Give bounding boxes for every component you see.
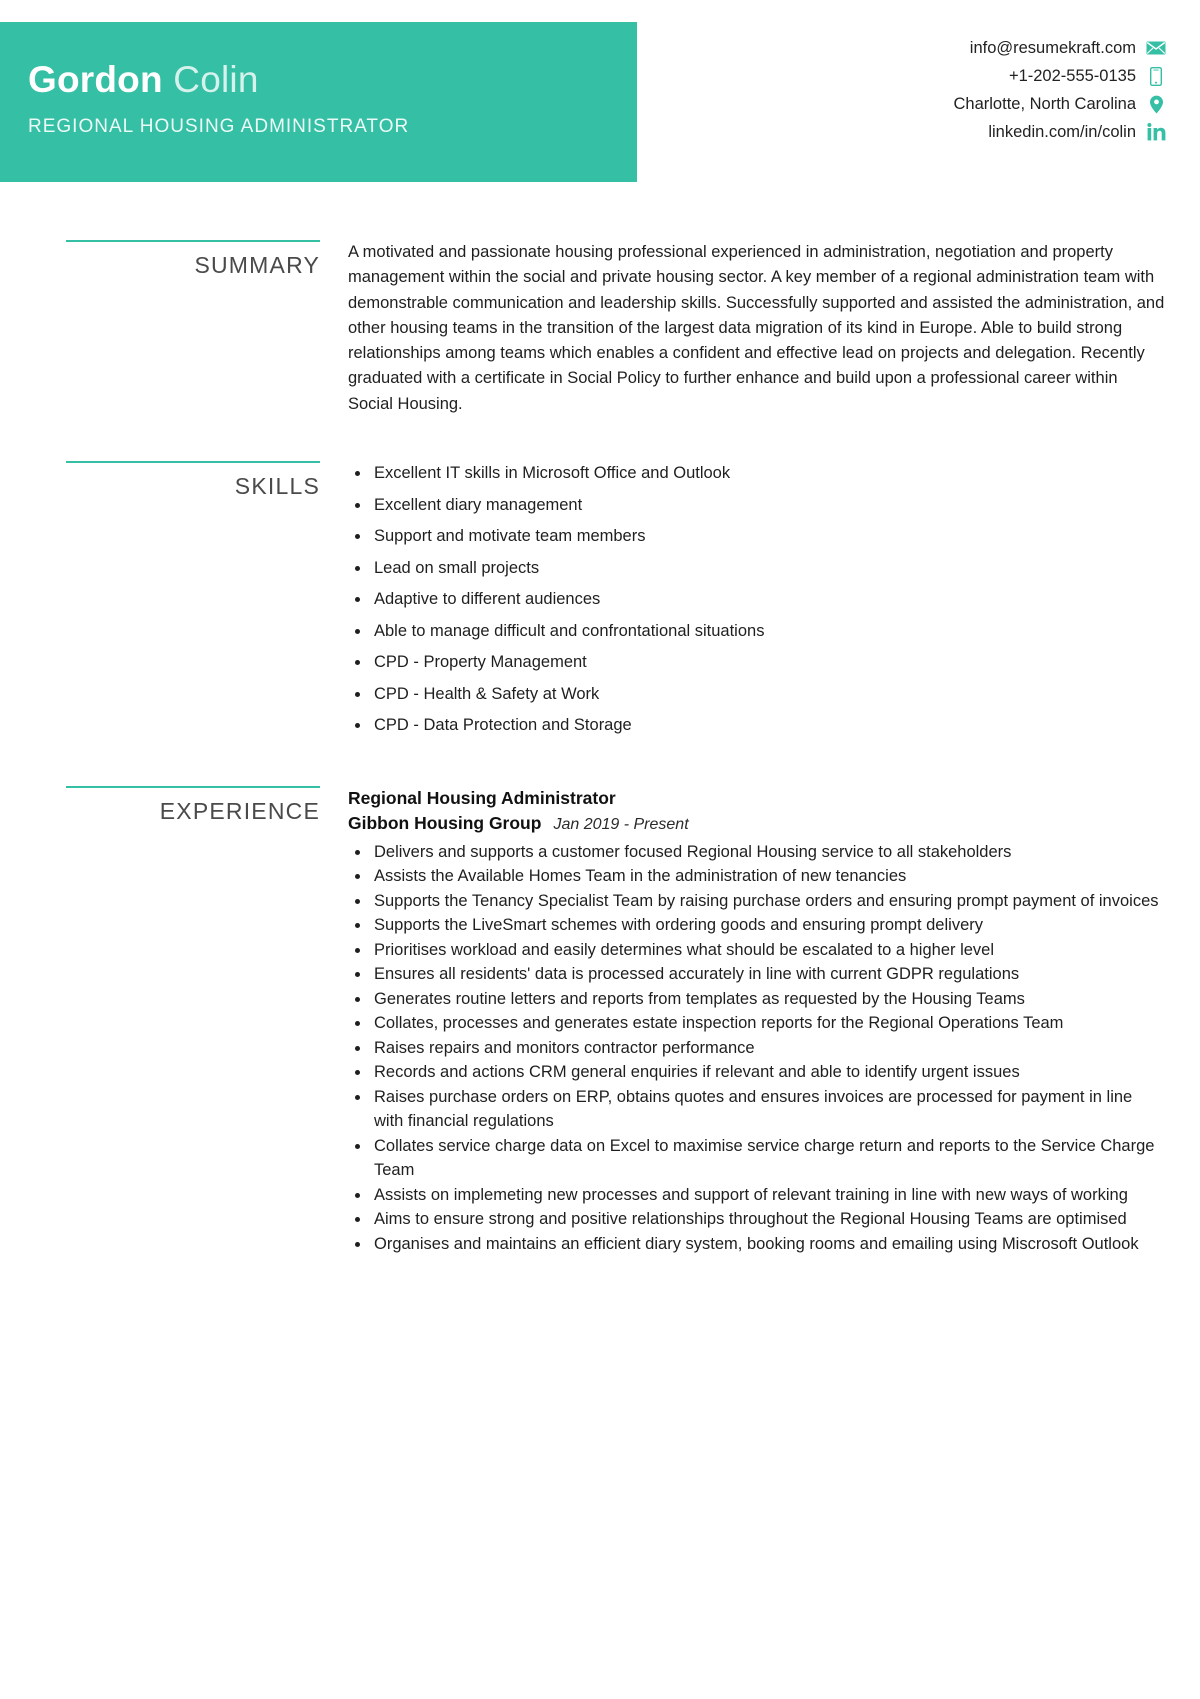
skills-list — [348, 461, 1166, 738]
summary-paragraph: A motivated and passionate housing professional experienced in administration, negotiation and property management within the social and private housing sector. A key member of a regional administration team with demonstrable communication and leadership skills. Successfully supported and assisted the administration, and other housing teams in the transition of the largest data migration of its kind in Europe. Able to build strong relationships among teams which enables a confident and effective lead on projects and delegation. Recently graduated with a certificate in Social Policy to further enhance and build upon a professional career within Social Housing. — [348, 243, 1165, 413]
contact-row-phone[interactable] — [954, 66, 1167, 86]
experience-entry — [348, 786, 1166, 1257]
skill-item: Support and motivate team members — [348, 524, 1166, 549]
job-bullet-item: Prioritises workload and easily determines what should be escalated to a higher level — [348, 938, 1166, 963]
job-bullet-item: Assists the Available Homes Team in the administration of new tenancies — [348, 864, 1166, 889]
job-role: Regional Housing Administrator — [348, 787, 616, 808]
skill-item: CPD - Property Management — [348, 650, 1166, 675]
experience-section-head — [0, 786, 320, 825]
skills-section-body — [320, 461, 1166, 738]
full-name — [28, 58, 628, 102]
contact-block — [954, 38, 1167, 142]
skills-section-head — [0, 461, 320, 500]
first-name: Gordon — [28, 59, 163, 100]
contact-row-linkedin[interactable] — [954, 122, 1167, 142]
summary-section-head — [0, 240, 320, 279]
skill-item: CPD - Health & Safety at Work — [348, 682, 1166, 707]
contact-location-text: Charlotte, North Carolina — [953, 95, 1136, 113]
last-name: Colin — [173, 59, 259, 100]
job-bullet-item: Organises and maintains an efficient diary system, booking rooms and emailing using Miscrosoft Outlook — [348, 1232, 1166, 1257]
linkedin-icon — [1146, 122, 1166, 142]
location-pin-icon — [1146, 94, 1166, 114]
contact-row-location[interactable] — [954, 94, 1167, 114]
job-bullet-item: Collates service charge data on Excel to maximise service charge return and reports to the Service Charge Team — [348, 1134, 1166, 1183]
section-divider-rule — [66, 461, 320, 463]
name-block — [28, 58, 628, 138]
section-experience — [0, 786, 1200, 1257]
job-bullet-item: Delivers and supports a customer focused Regional Housing service to all stakeholders — [348, 840, 1166, 865]
skill-item: Excellent diary management — [348, 493, 1166, 518]
header-job-title: REGIONAL HOUSING ADMINISTRATOR — [28, 116, 410, 137]
experience-section-body — [320, 786, 1166, 1257]
experience-section-title: EXPERIENCE — [159, 797, 320, 824]
job-bullet-item: Collates, processes and generates estate inspection reports for the Regional Operations Team — [348, 1011, 1166, 1036]
contact-linkedin-text: linkedin.com/in/colin — [988, 123, 1136, 141]
email-icon — [1146, 38, 1166, 58]
contact-row-email[interactable] — [954, 38, 1167, 58]
job-bullet-item: Aims to ensure strong and positive relationships throughout the Regional Housing Teams are optimised — [348, 1207, 1166, 1232]
job-bullet-item: Raises repairs and monitors contractor performance — [348, 1036, 1166, 1061]
phone-icon — [1146, 66, 1166, 86]
skill-item: Able to manage difficult and confrontational situations — [348, 619, 1166, 644]
job-bullet-list — [348, 840, 1166, 1257]
summary-section-title: SUMMARY — [194, 252, 320, 278]
skills-section-title: SKILLS — [234, 473, 320, 500]
section-divider-rule — [66, 240, 320, 242]
job-bullet-item: Generates routine letters and reports from templates as requested by the Housing Teams — [348, 987, 1166, 1012]
job-company: Gibbon Housing Group — [348, 812, 542, 833]
job-meta — [348, 811, 1166, 837]
section-summary — [0, 240, 1200, 417]
contact-phone-text: +1-202-555-0135 — [1008, 67, 1136, 85]
job-bullet-item: Assists on implemeting new processes and support of relevant training in line with new ways of working — [348, 1183, 1166, 1208]
section-divider-rule — [66, 786, 320, 788]
skill-item: Excellent IT skills in Microsoft Office and Outlook — [348, 461, 1166, 486]
resume-header — [0, 0, 1200, 182]
contact-email-text: info@resumekraft.com — [969, 39, 1136, 57]
skill-item: Lead on small projects — [348, 556, 1166, 581]
summary-section-body — [320, 240, 1166, 417]
section-skills — [0, 461, 1200, 738]
job-bullet-item: Supports the Tenancy Specialist Team by raising purchase orders and ensuring prompt payment of invoices — [348, 889, 1166, 914]
job-dates: Jan 2019 - Present — [553, 815, 689, 833]
job-bullet-item: Records and actions CRM general enquiries if relevant and able to identify urgent issues — [348, 1060, 1166, 1085]
job-bullet-item: Supports the LiveSmart schemes with ordering goods and ensuring prompt delivery — [348, 913, 1166, 938]
skill-item: CPD - Data Protection and Storage — [348, 713, 1166, 738]
job-bullet-item: Raises purchase orders on ERP, obtains quotes and ensures invoices are processed for payment in line with financial regulations — [348, 1085, 1166, 1134]
job-bullet-item: Ensures all residents' data is processed accurately in line with current GDPR regulations — [348, 962, 1166, 987]
skill-item: Adaptive to different audiences — [348, 587, 1166, 612]
